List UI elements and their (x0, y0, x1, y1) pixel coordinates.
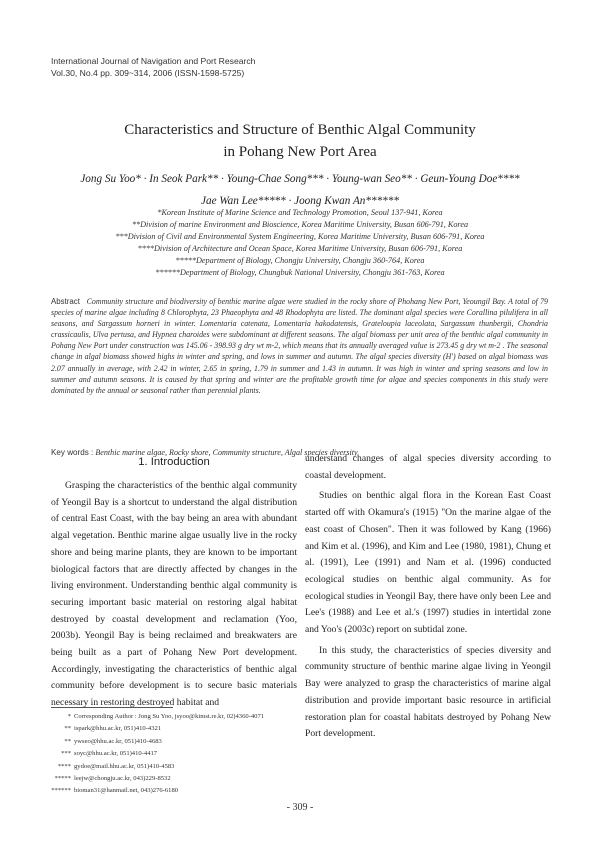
author-line-1: Jong Su Yoo* · In Seok Park** · Young-Chae Song*** · Young-wan Seo** · Geun-Young Doe**** (80, 173, 520, 185)
abstract-label: Abstract (51, 297, 80, 306)
footnote-text: Corresponding Author : Jong Su Yoo, jsyoo@kimst.re.kr, 02)4360-4071 (74, 713, 265, 720)
affiliation: ***Division of Civil and Environmental System Engineering, Korea Maritime University, Busan 606-791, Korea (115, 232, 485, 241)
abstract (51, 296, 548, 396)
journal-header (51, 55, 255, 79)
footnote-mark: **** (57, 762, 71, 770)
footnote (51, 748, 351, 760)
footnote (51, 761, 351, 773)
footnote (51, 723, 351, 735)
left-column (51, 478, 297, 712)
footnote-mark: *** (61, 750, 71, 758)
footnote-list (51, 711, 351, 798)
author-line-2: Jae Wan Lee***** · Joong Kwan An****** (201, 195, 399, 207)
body-paragraph: Studies on benthic algal flora in the Korean East Coast started off with Okamura's (1915) "On the marine algae of the east coast of Chosen". Then it was followed by Kang (1966) and Kim et al. (1996), and Kim and Lee (1980, 1981), Chung et al. (1991), Lee (1991) and Nam et al. (1996) conducted ecological studies on benthic algal community. As for ecological studies in Yeongil Bay, there have only been Lee and Lee's (1988) and Lee et al.'s (1997) studies in intertidal zone and Yoo's (2003c) report on subtidal zone. (305, 490, 551, 636)
affiliation: ******Department of Biology, Chungbuk National University, Chongju 361-763, Korea (155, 268, 445, 277)
footnote (51, 785, 351, 797)
abstract-text: Community structure and biodiversity of benthic marine algae were studied in the rocky shore of Phohang New Port, Yeoungil Bay. A total of 79 species of marine algae including 8 Chlorophyta, 23 Phaeophyta and 48 Rhodophyta are listed. The dominant algal species were Corallina pilulifera in all seasons, and Sargassum horneri in winter. Lomentaria catenata, Lomentaria hakodatensis, Grateloupia laceolata, Sargassum thunbergii, Chondria crassicaulis, Ulva pertusa, and Hypnea charoides were subdominant at different seasons. The algal biomass per unit area of the benthic algal community in Pohang New Port under construction was 145.06 - 398.93 g dry wt m-2, which means that its annually averaged value is 273.45 g dry wt m-2 . The seasonal change in algal biomass showed highs in winter and spring, and lows in summer and autumn. The algal species diversity (H') based on algal biomass was 2.07 annually in average, with 2.42 in winter, 2.65 in spring, 1.79 in summer and 1.43 in autumn. It was high in winter and spring seasons and low in summer and autumn seasons. It is caused by that spring and winter are the profitable growth time for algae and species components in this study were dominated by the annual or seasonal rather than perennial plants. (51, 297, 548, 395)
keywords-text: Benthic marine algae, Rocky shore, Community structure, Algal species diversity (95, 448, 358, 457)
footnote-text: gydoe@mail.hhu.ac.kr, 051)410-4583 (74, 762, 175, 770)
footnote-text: soyc@hhu.ac.kr, 051)410-4417 (74, 750, 158, 758)
paper-title-line-1: Characteristics and Structure of Benthic Algal Community (124, 122, 476, 138)
paper-title-line-2: in Pohang New Port Area (223, 144, 377, 160)
affiliation: *****Department of Biology, Chongju University, Chongju 360-764, Korea (175, 256, 425, 265)
footnote-mark: ***** (54, 775, 71, 783)
section-heading: 1. Introduction (138, 456, 210, 468)
affiliation: **Division of marine Environment and Bioscience, Korea Maritime University, Busan 606-791, Korea (131, 220, 469, 229)
footnote-mark: * (67, 713, 71, 720)
footnote-mark: ****** (51, 787, 71, 795)
keywords-label: Key words : (51, 448, 94, 457)
footnote-text: leejw@chongju.ac.kr, 043)229-8532 (74, 775, 171, 783)
footnote-divider (51, 707, 173, 708)
author-list (0, 168, 600, 212)
footnote-text: ywseo@hhu.ac.kr, 051)410-4683 (74, 737, 162, 745)
footnote (51, 711, 351, 723)
affiliation: ****Division of Architecture and Ocean Space, Korea Maritime University, Busan 606-791, Korea (137, 244, 463, 253)
footnote (51, 773, 351, 785)
footnote (51, 736, 351, 748)
body-paragraph: Grasping the characteristics of the benthic algal community of Yeongil Bay is a shortcut to understand the algal distribution of central East Coast, with the bay being an area with abundant algal vegetation. Benthic marine algae usually live in the rocky shore and being marine plants, they are known to be important biological factors that are directly affected by changes in the living environment. Understanding benthic algal community is securing important basic material on restoring algal habitat destroyed by coastal development and reclamation (Yoo, 2003b). Yeongil Bay is being reclaimed and breakwaters are being built as a part of Pohang New Port development. Accordingly, investigating the characteristics of benthic algal community before development is to secure basic materials necessary in restoring destroyed habitat and (51, 480, 297, 709)
page-number: - 309 - (286, 802, 314, 813)
journal-volume: Vol.30, No.4 pp. 309~314, 2006 (ISSN-1598-5725) (51, 68, 245, 78)
affiliation: *Korean Institute of Marine Science and Technology Promotion, Seoul 137-941, Korea (157, 208, 443, 217)
journal-name: International Journal of Navigation and Port Research (51, 56, 256, 66)
footnote-text: bioman31@hanmail.net, 043)276-6180 (74, 787, 179, 795)
body-paragraph: understand changes of algal species diversity according to coastal development. (305, 453, 551, 481)
affiliation-list (0, 207, 600, 279)
right-column (305, 451, 551, 743)
footnote-mark: ** (64, 737, 71, 745)
paper-title (0, 119, 600, 163)
footnote-text: ispark@hhu.ac.kr, 051)410-4321 (74, 725, 162, 733)
footnote-mark: ** (64, 725, 71, 733)
body-paragraph: In this study, the characteristics of species diversity and community structure of benthic marine algae living in Yeongil Bay were analyzed to grasp the characteristics of marine algal distribution and provide important basic resource in artificial restoration plan for coastal habitats destroyed by Pohang New Port development. (305, 644, 551, 740)
